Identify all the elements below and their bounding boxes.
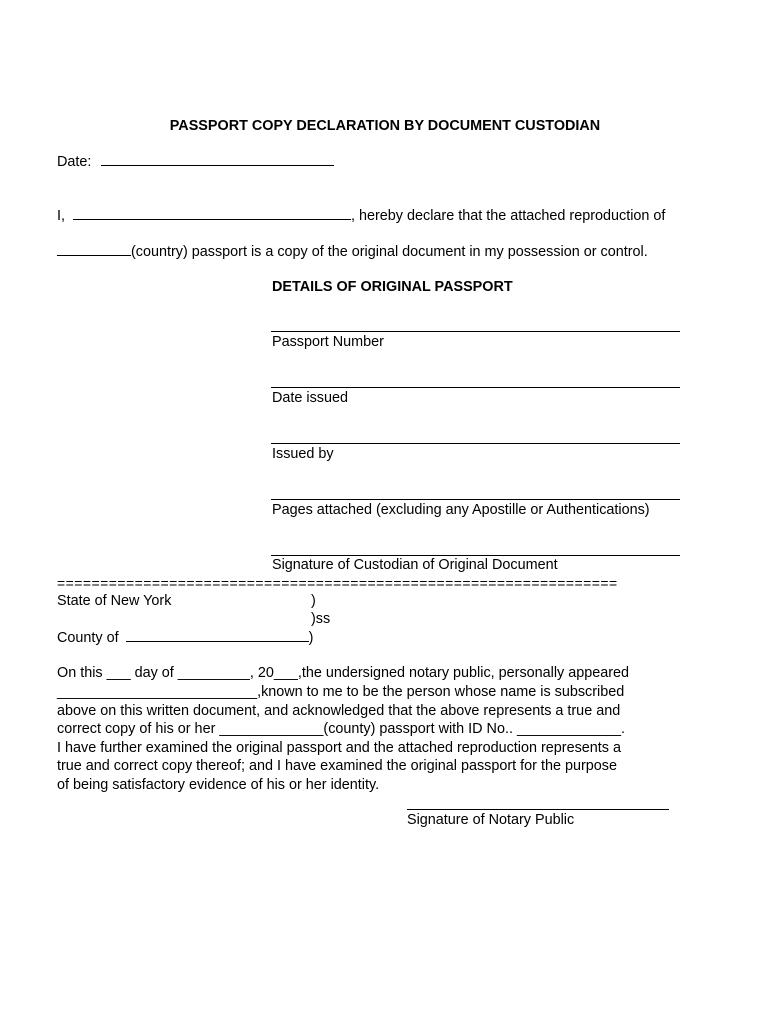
county-field[interactable] <box>126 628 309 642</box>
document-title: PASSPORT COPY DECLARATION BY DOCUMENT CUSTODIAN <box>169 118 601 134</box>
pages-attached-label: Pages attached (excluding any Apostille or Authentications) <box>272 502 650 518</box>
issued-by-line[interactable] <box>271 443 680 444</box>
notary-text-line-1: On this ___ day of _________, 20___,the undersigned notary public, personally appeared <box>57 665 630 681</box>
notary-text-line-4: correct copy of his or her _____________(county) passport with ID No.. _____________. <box>57 721 625 737</box>
notary-text-line-7: of being satisfactory evidence of his or her identity. <box>57 777 380 793</box>
pages-attached-line[interactable] <box>271 499 680 500</box>
venue-paren-1: ) <box>311 593 316 609</box>
declarant-name-field[interactable] <box>73 206 351 220</box>
venue-ss: )ss <box>311 611 331 627</box>
venue-county-label: County of <box>57 630 119 646</box>
venue-state: State of New York <box>57 593 172 609</box>
issued-by-label: Issued by <box>272 446 334 462</box>
details-heading: DETAILS OF ORIGINAL PASSPORT <box>272 279 513 295</box>
date-issued-line[interactable] <box>271 387 680 388</box>
declaration-line1-text: , hereby declare that the attached reproduction of <box>351 208 666 224</box>
country-field[interactable] <box>57 242 131 256</box>
notary-text-line-6: true and correct copy thereof; and I have examined the original passport for the purpose <box>57 758 617 774</box>
separator-line: ================================================================= <box>57 575 618 591</box>
notary-text-line-2: _________________________,known to me to be the person whose name is subscribed <box>57 684 625 700</box>
notary-text-line-5: I have further examined the original passport and the attached reproduction represents a <box>57 740 621 756</box>
date-row <box>57 152 334 171</box>
notary-signature-label: Signature of Notary Public <box>407 812 575 828</box>
date-issued-label: Date issued <box>272 390 348 406</box>
declaration-line-1 <box>57 206 665 225</box>
passport-number-label: Passport Number <box>272 334 384 350</box>
date-field[interactable] <box>101 152 334 166</box>
notary-signature-line[interactable] <box>407 809 669 810</box>
venue-county-row <box>57 628 313 647</box>
declaration-i-label: I, <box>57 208 65 224</box>
notary-text-line-3: above on this written document, and acknowledged that the above represents a true and <box>57 703 621 719</box>
declaration-line-2 <box>57 242 648 261</box>
declaration-line2-text: (country) passport is a copy of the original document in my possession or control. <box>131 244 648 260</box>
venue-county-paren: ) <box>308 630 314 646</box>
custodian-signature-label: Signature of Custodian of Original Document <box>272 557 558 573</box>
date-label: Date: <box>57 154 92 170</box>
passport-number-line[interactable] <box>271 331 680 332</box>
